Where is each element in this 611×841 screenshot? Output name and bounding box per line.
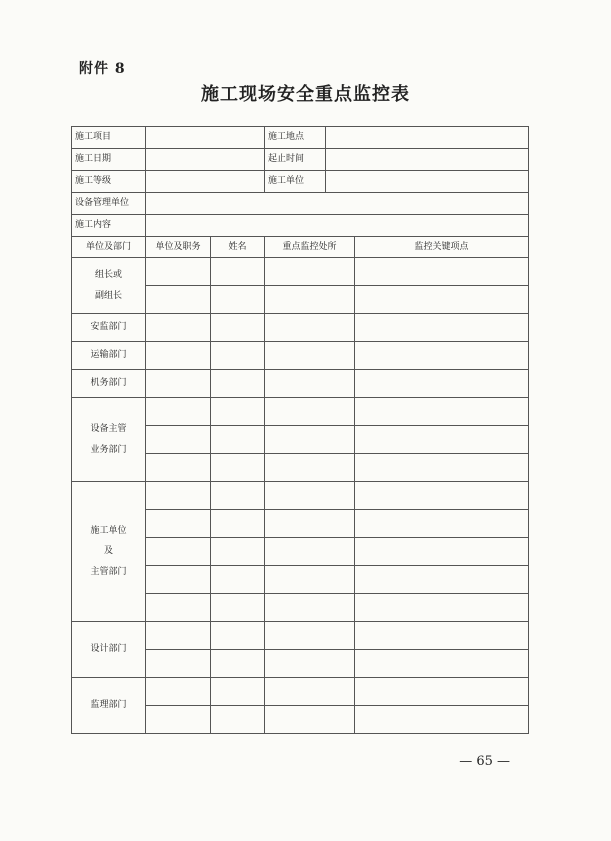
key-location-cell[interactable] [265,594,355,622]
monitoring-form-table [71,126,529,734]
equipment-unit-label: 设备管理单位 [72,193,146,215]
key-items-cell[interactable] [355,454,529,482]
project-label: 施工项目 [72,127,146,149]
name-cell[interactable] [211,538,265,566]
key-location-cell[interactable] [265,286,355,314]
unit-value[interactable] [326,171,529,193]
position-cell[interactable] [146,538,211,566]
dept-design: 设计部门 [72,622,146,678]
table-row [72,678,529,706]
content-label: 施工内容 [72,215,146,237]
name-cell[interactable] [211,510,265,538]
key-items-cell[interactable] [355,398,529,426]
key-location-cell[interactable] [265,426,355,454]
name-cell[interactable] [211,454,265,482]
key-items-cell[interactable] [355,314,529,342]
period-value[interactable] [326,149,529,171]
table-row [72,398,529,426]
table-row [72,342,529,370]
key-items-cell[interactable] [355,678,529,706]
name-cell[interactable] [211,678,265,706]
attachment-label: 附件 8 [79,61,126,77]
col-header-key-items: 监控关键项点 [355,237,529,258]
key-location-cell[interactable] [265,650,355,678]
position-cell[interactable] [146,258,211,286]
name-cell[interactable] [211,566,265,594]
position-cell[interactable] [146,454,211,482]
table-row [72,370,529,398]
position-cell[interactable] [146,706,211,734]
name-cell[interactable] [211,314,265,342]
dept-leader: 组长或 副组长 [72,258,146,314]
name-cell[interactable] [211,706,265,734]
unit-label: 施工单位 [265,171,326,193]
table-row [72,127,529,149]
position-cell[interactable] [146,426,211,454]
date-value[interactable] [146,149,265,171]
key-location-cell[interactable] [265,566,355,594]
position-cell[interactable] [146,566,211,594]
col-header-department: 单位及部门 [72,237,146,258]
key-location-cell[interactable] [265,510,355,538]
dept-safety: 安监部门 [72,314,146,342]
key-items-cell[interactable] [355,650,529,678]
key-items-cell[interactable] [355,258,529,286]
table-row [72,258,529,286]
table-row [72,622,529,650]
name-cell[interactable] [211,370,265,398]
position-cell[interactable] [146,370,211,398]
level-value[interactable] [146,171,265,193]
key-items-cell[interactable] [355,706,529,734]
name-cell[interactable] [211,342,265,370]
key-items-cell[interactable] [355,538,529,566]
location-value[interactable] [326,127,529,149]
key-location-cell[interactable] [265,454,355,482]
key-location-cell[interactable] [265,538,355,566]
position-cell[interactable] [146,510,211,538]
key-location-cell[interactable] [265,314,355,342]
position-cell[interactable] [146,342,211,370]
key-location-cell[interactable] [265,622,355,650]
page-title: 施工现场安全重点监控表 [201,84,410,105]
key-location-cell[interactable] [265,678,355,706]
key-location-cell[interactable] [265,370,355,398]
key-location-cell[interactable] [265,398,355,426]
position-cell[interactable] [146,678,211,706]
position-cell[interactable] [146,286,211,314]
key-location-cell[interactable] [265,706,355,734]
period-label: 起止时间 [265,149,326,171]
position-cell[interactable] [146,482,211,510]
table-row [72,215,529,237]
page-number: — 65 — [459,754,510,769]
table-row [72,314,529,342]
name-cell[interactable] [211,622,265,650]
key-location-cell[interactable] [265,482,355,510]
key-items-cell[interactable] [355,482,529,510]
content-value[interactable] [146,215,529,237]
level-label: 施工等级 [72,171,146,193]
table-row [72,149,529,171]
key-items-cell[interactable] [355,426,529,454]
equipment-unit-value[interactable] [146,193,529,215]
name-cell[interactable] [211,398,265,426]
col-header-key-location: 重点监控处所 [265,237,355,258]
name-cell[interactable] [211,258,265,286]
position-cell[interactable] [146,650,211,678]
position-cell[interactable] [146,398,211,426]
name-cell[interactable] [211,286,265,314]
key-items-cell[interactable] [355,286,529,314]
key-items-cell[interactable] [355,566,529,594]
dept-transport: 运输部门 [72,342,146,370]
position-cell[interactable] [146,314,211,342]
name-cell[interactable] [211,594,265,622]
position-cell[interactable] [146,622,211,650]
key-items-cell[interactable] [355,510,529,538]
table-row [72,171,529,193]
table-row [72,482,529,510]
location-label: 施工地点 [265,127,326,149]
name-cell[interactable] [211,426,265,454]
name-cell[interactable] [211,650,265,678]
dept-supervision: 监理部门 [72,678,146,734]
column-header-row [72,237,529,258]
table-row [72,193,529,215]
key-items-cell[interactable] [355,342,529,370]
key-location-cell[interactable] [265,258,355,286]
project-value[interactable] [146,127,265,149]
col-header-name: 姓名 [211,237,265,258]
key-location-cell[interactable] [265,342,355,370]
key-items-cell[interactable] [355,594,529,622]
col-header-position: 单位及职务 [146,237,211,258]
dept-construction: 施工单位 及 主管部门 [72,482,146,622]
dept-equipment: 设备主管 业务部门 [72,398,146,482]
date-label: 施工日期 [72,149,146,171]
name-cell[interactable] [211,482,265,510]
dept-machinery: 机务部门 [72,370,146,398]
key-items-cell[interactable] [355,370,529,398]
key-items-cell[interactable] [355,622,529,650]
position-cell[interactable] [146,594,211,622]
